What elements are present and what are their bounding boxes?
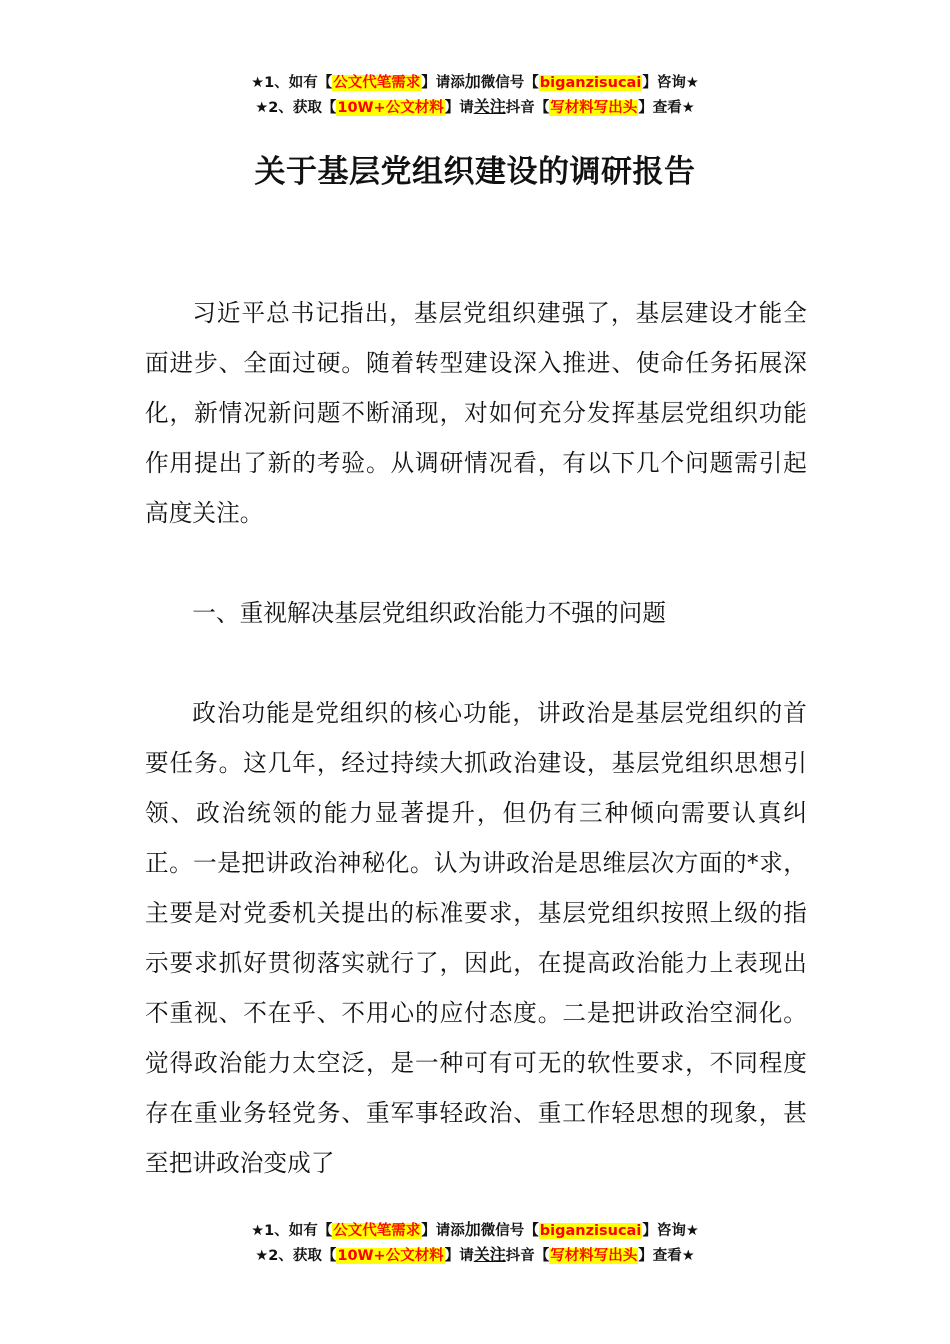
promo-text: 微信号【 bbox=[480, 75, 539, 91]
promo-text: 】请 bbox=[444, 100, 474, 116]
promo-wechat-id: biganzisucai bbox=[539, 75, 642, 91]
promo-text: 】请 bbox=[444, 1248, 474, 1264]
promo-emphasis: 加 bbox=[464, 1220, 481, 1239]
promo-text: ★1、如有【 bbox=[251, 1223, 333, 1239]
promo-highlight: 10W+公文材料 bbox=[337, 1248, 444, 1264]
promo-text: 】请添 bbox=[421, 75, 465, 91]
promo-highlight: 公文代笔需求 bbox=[333, 1223, 421, 1239]
promo-text: 】查看★ bbox=[638, 100, 695, 116]
promo-emphasis: 加 bbox=[464, 72, 481, 91]
promo-douyin-id: 写材料写出头 bbox=[550, 1248, 638, 1264]
body-paragraph-2 bbox=[145, 688, 807, 1188]
promo-line-2 bbox=[0, 95, 950, 120]
paragraph-text: 习近平总书记指出，基层党组织建强了，基层建设才能全面进步、全面过硬。随着转型建设深入推进、使命任务拓展深化，新情况新问题不断涌现，对如何充分发挥基层党组织功能作用提出了新的考验。从调研情况看，有以下几个问题需引起高度关注。 bbox=[145, 299, 807, 527]
paragraph-text: 政治功能是党组织的核心功能，讲政治是基层党组织的首要任务。这几年，经过持续大抓政治建设，基层党组织思想引领、政治统领的能力显著提升，但仍有三种倾向需要认真纠正。一是把讲政治神秘化。认为讲政治是思维层次方面的*求，主要是对党委机关提出的标准要求，基层党组织按照上级的指示要求抓好贯彻落实就行了，因此，在提高政治能力上表现出不重视、不在乎、不用心的应付态度。二是把讲政治空洞化。觉得政治能力太空泛，是一种可有可无的软性要求，不同程度存在重业务轻党务、重军事轻政治、重工作轻思想的现象，甚至把讲政治变成了 bbox=[145, 699, 807, 1177]
body-paragraph-1 bbox=[145, 288, 807, 538]
promo-highlight: 公文代笔需求 bbox=[333, 75, 421, 91]
promo-wechat-id: biganzisucai bbox=[539, 1223, 642, 1239]
promo-emphasis: 关注 bbox=[473, 1245, 506, 1264]
promo-banner-bottom bbox=[0, 1218, 950, 1268]
promo-line-1 bbox=[0, 70, 950, 95]
promo-text: 抖音【 bbox=[505, 100, 550, 116]
promo-banner-top bbox=[0, 70, 950, 120]
section-heading-1 bbox=[145, 588, 807, 638]
promo-text: 】咨询★ bbox=[642, 75, 699, 91]
promo-text: 】查看★ bbox=[638, 1248, 695, 1264]
promo-text: ★2、获取【 bbox=[255, 1248, 337, 1264]
promo-text: 微信号【 bbox=[480, 1223, 539, 1239]
promo-highlight: 10W+公文材料 bbox=[337, 100, 444, 116]
promo-text: 】咨询★ bbox=[642, 1223, 699, 1239]
promo-emphasis: 关注 bbox=[473, 97, 506, 116]
heading-text: 一、重视解决基层党组织政治能力不强的问题 bbox=[192, 599, 667, 627]
promo-text: ★1、如有【 bbox=[251, 75, 333, 91]
promo-text: 】请添 bbox=[421, 1223, 465, 1239]
document-title: 关于基层党组织建设的调研报告 bbox=[254, 154, 696, 190]
promo-douyin-id: 写材料写出头 bbox=[550, 100, 638, 116]
promo-line-2 bbox=[0, 1243, 950, 1268]
promo-text: ★2、获取【 bbox=[255, 100, 337, 116]
promo-line-1 bbox=[0, 1218, 950, 1243]
promo-text: 抖音【 bbox=[505, 1248, 550, 1264]
